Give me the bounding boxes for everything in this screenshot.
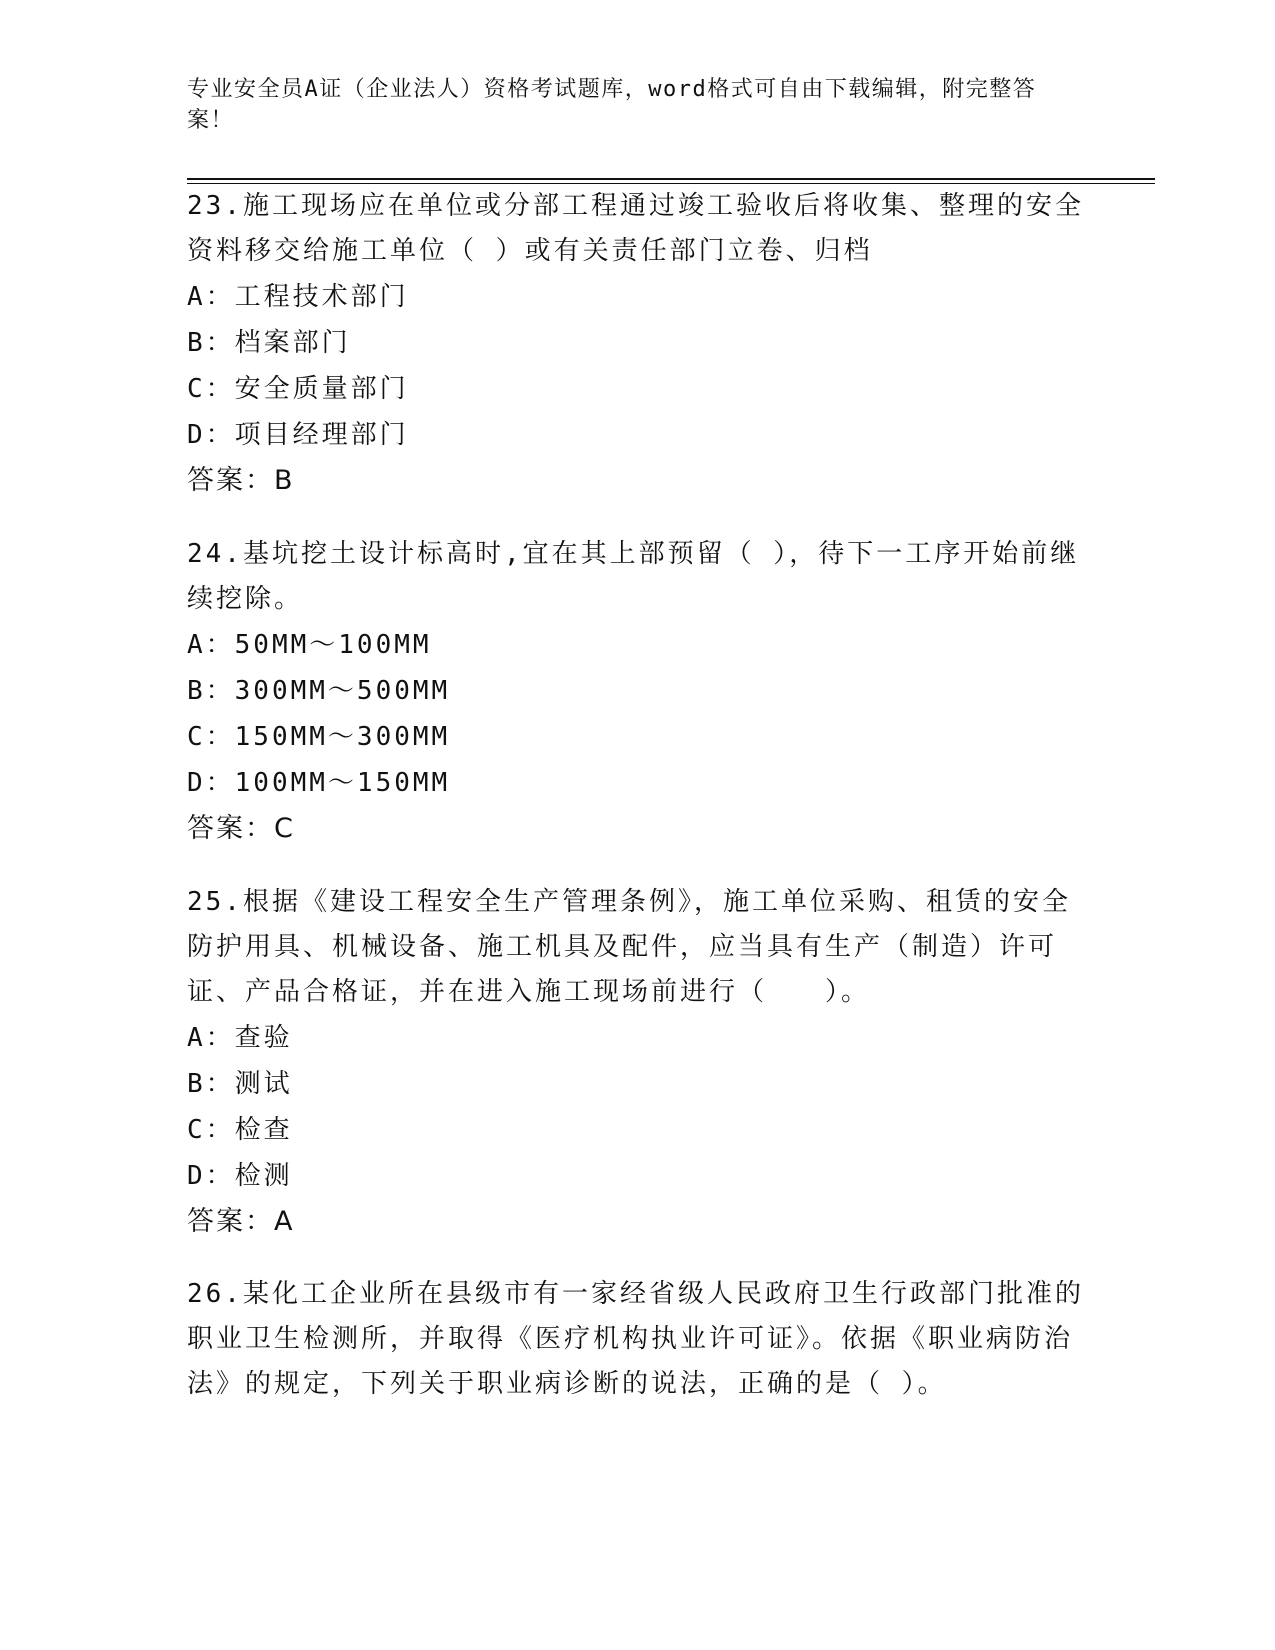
question-stem: 25.根据《建设工程安全生产管理条例》，施工单位采购、租赁的安全防护用具、机械设备、施工机具及配件，应当具有生产（制造）许可证、产品合格证，并在进入施工现场前进行（ ）。 bbox=[187, 887, 1071, 1007]
option-c: C：检查 bbox=[187, 1115, 293, 1145]
question-24 bbox=[187, 532, 1087, 852]
question-stem: 23.施工现场应在单位或分部工程通过竣工验收后将收集、整理的安全资料移交给施工单位（ ）或有关责任部门立卷、归档 bbox=[187, 191, 1084, 266]
option-d: D：检测 bbox=[187, 1161, 293, 1191]
option-a: A：查验 bbox=[187, 1023, 293, 1053]
document-page bbox=[187, 0, 1087, 1650]
option-d: D：100MM～150MM bbox=[187, 768, 451, 798]
answer: 答案：B bbox=[187, 465, 295, 496]
question-stem: 24.基坑挖土设计标高时,宜在其上部预留（ ），待下一工序开始前继续挖除。 bbox=[187, 539, 1080, 614]
answer: 答案：C bbox=[187, 813, 295, 844]
question-26 bbox=[187, 1272, 1087, 1407]
answer: 答案：A bbox=[187, 1206, 295, 1237]
option-c: C：安全质量部门 bbox=[187, 374, 409, 404]
document-header: 专业安全员A证（企业法人）资格考试题库，word格式可自由下载编辑，附完整答案！ bbox=[187, 77, 1037, 133]
option-d: D：项目经理部门 bbox=[187, 420, 409, 450]
option-b: B：档案部门 bbox=[187, 328, 351, 358]
question-25 bbox=[187, 880, 1087, 1245]
question-23 bbox=[187, 184, 1087, 504]
option-a: A：工程技术部门 bbox=[187, 282, 409, 312]
option-b: B：测试 bbox=[187, 1069, 293, 1099]
question-stem: 26.某化工企业所在县级市有一家经省级人民政府卫生行政部门批准的职业卫生检测所，并取得《医疗机构执业许可证》。依据《职业病防治法》的规定，下列关于职业病诊断的说法，正确的是（ ）。 bbox=[187, 1279, 1084, 1399]
option-b: B：300MM～500MM bbox=[187, 676, 451, 706]
option-c: C：150MM～300MM bbox=[187, 722, 451, 752]
option-a: A：50MM～100MM bbox=[187, 630, 432, 660]
